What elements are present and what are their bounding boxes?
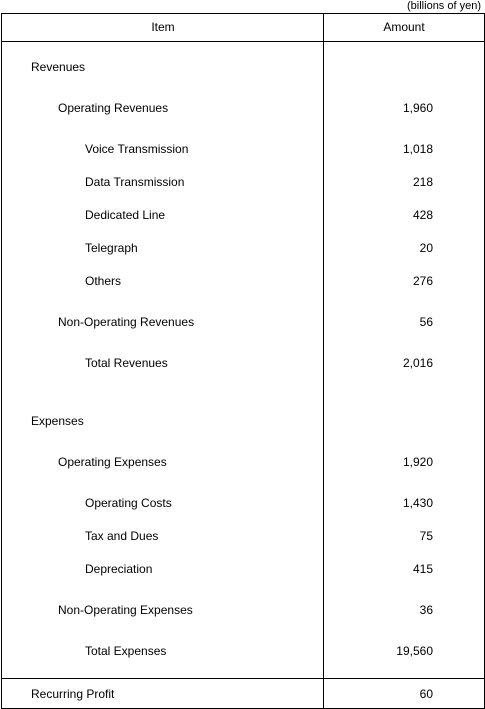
row-voice-transmission [2, 141, 484, 157]
row-label: Others [85, 274, 122, 288]
row-label: Operating Costs [85, 496, 172, 510]
unit-label: (billions of yen) [407, 0, 481, 12]
row-value: 428 [412, 208, 433, 222]
row-value: 1,430 [402, 496, 433, 510]
row-label: Non-Operating Expenses [58, 603, 193, 617]
table-header [2, 14, 484, 42]
row-operating-costs [2, 495, 484, 511]
row-label: Dedicated Line [85, 208, 166, 222]
row-label: Recurring Profit [31, 687, 115, 701]
row-value: 60 [419, 687, 433, 701]
row-label: Total Revenues [85, 356, 168, 370]
row-value: 276 [412, 274, 433, 288]
row-label: Operating Revenues [58, 101, 169, 115]
row-operating-expenses [2, 454, 484, 470]
row-label: Tax and Dues [85, 529, 159, 543]
row-non-operating-revenues [2, 314, 484, 330]
row-data-transmission [2, 174, 484, 190]
footer-divider [2, 678, 484, 679]
row-value: 19,560 [396, 644, 433, 658]
row-operating-revenues [2, 100, 484, 116]
row-value: 56 [419, 315, 433, 329]
row-revenues [2, 59, 484, 75]
row-depreciation [2, 561, 484, 577]
row-total-revenues [2, 355, 484, 371]
row-value: 218 [412, 175, 433, 189]
row-tax-and-dues [2, 528, 484, 544]
row-value: 1,920 [402, 455, 433, 469]
row-expenses [2, 413, 484, 429]
header-item: Item [151, 20, 175, 34]
row-telegraph [2, 240, 484, 256]
row-non-operating-expenses [2, 602, 484, 618]
row-value: 415 [412, 562, 433, 576]
financial-table [1, 13, 485, 709]
row-label: Depreciation [85, 562, 153, 576]
row-label: Telegraph [85, 241, 138, 255]
row-value: 1,018 [402, 142, 433, 156]
row-value: 1,960 [402, 101, 433, 115]
row-label: Revenues [31, 60, 86, 74]
row-label: Expenses [31, 414, 84, 428]
row-value: 20 [419, 241, 433, 255]
row-others [2, 273, 484, 289]
row-label: Total Expenses [85, 644, 167, 658]
row-value: 36 [419, 603, 433, 617]
row-label: Non-Operating Revenues [58, 315, 195, 329]
row-value: 75 [419, 529, 433, 543]
row-dedicated-line [2, 207, 484, 223]
row-label: Voice Transmission [85, 142, 189, 156]
row-total-expenses [2, 643, 484, 659]
header-amount: Amount [383, 20, 425, 34]
row-recurring-profit [2, 686, 484, 702]
row-label: Data Transmission [85, 175, 185, 189]
row-label: Operating Expenses [58, 455, 167, 469]
row-value: 2,016 [402, 356, 433, 370]
